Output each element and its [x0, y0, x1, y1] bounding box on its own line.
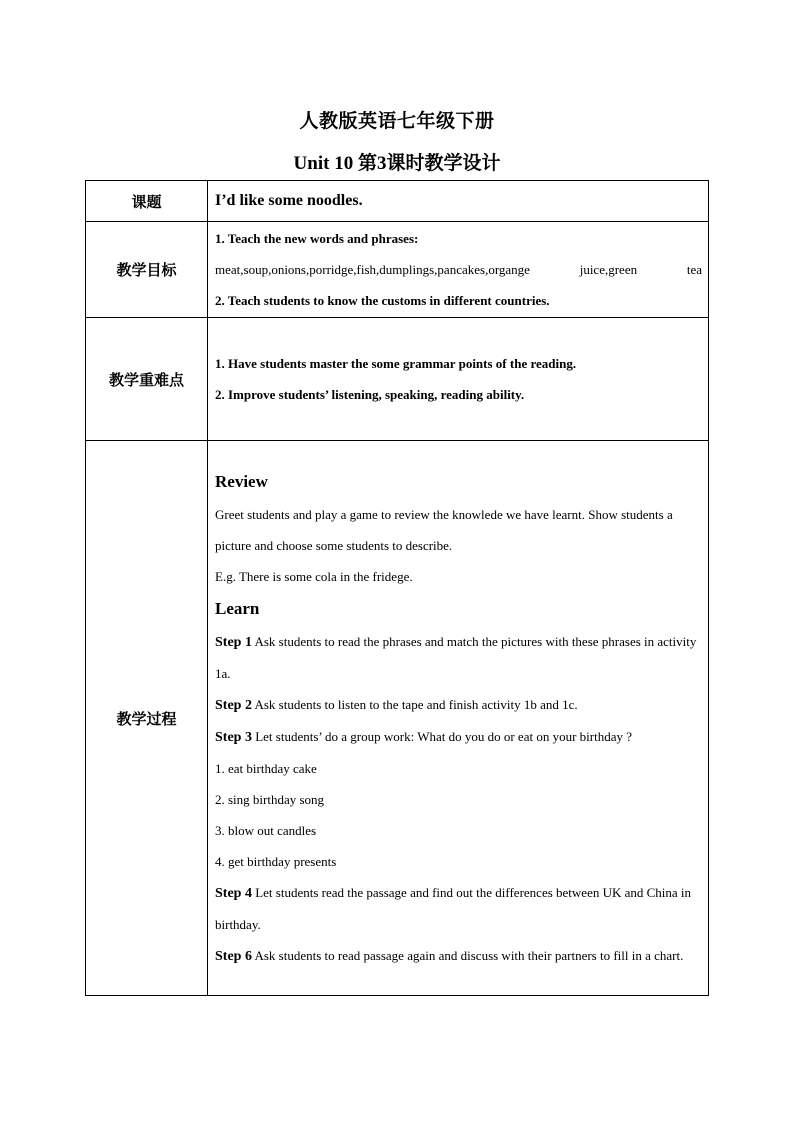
process-label: 教学过程: [86, 441, 208, 996]
review-example: E.g. There is some cola in the fridege.: [215, 568, 413, 584]
table-row: [86, 181, 709, 222]
activity-item: 1. eat birthday cake: [215, 760, 317, 776]
key-point-2: 2. Improve students’ listening, speaking, reading ability.: [215, 387, 525, 402]
goals-label: 教学目标: [86, 222, 208, 318]
step-item: Step 4 Let students read the passage and find out the differences between UK and China in birthday.: [215, 884, 692, 932]
vocabulary-list: [215, 254, 702, 285]
step-item: Step 1 Ask students to read the phrases and match the pictures with these phrases in activity 1a.: [215, 633, 697, 681]
process-cell: [208, 441, 709, 996]
topic-text: I’d like some noodles.: [215, 192, 363, 209]
activity-item: 2. sing birthday song: [215, 791, 325, 807]
activity-item: 4. get birthday presents: [215, 853, 337, 869]
document-subtitle: Unit 10 第3课时教学设计: [293, 153, 501, 174]
step-item: Step 3 Let students’ do a group work: What do you do or eat on your birthday ?: [215, 728, 632, 745]
goals-line-2: 2. Teach students to know the customs in different countries.: [215, 293, 550, 308]
goals-cell: [208, 222, 709, 318]
goals-line-1: 1. Teach the new words and phrases:: [215, 231, 419, 246]
vocabulary-part-3: tea: [686, 262, 702, 277]
review-text: Greet students and play a game to review the knowlede we have learnt. Show students a picture and choose some students to describe.: [215, 506, 673, 553]
document-title: 人教版英语七年级下册: [299, 111, 495, 132]
key-points-label: 教学重难点: [86, 318, 208, 441]
table-row: [86, 318, 709, 441]
step-item: Step 2 Ask students to listen to the tape and finish activity 1b and 1c.: [215, 696, 578, 713]
topic-label: 课题: [86, 181, 208, 222]
activity-item: 3. blow out candles: [215, 822, 317, 838]
vocabulary-part-1: meat,soup,onions,porridge,fish,dumplings,pancakes,organge: [215, 262, 530, 277]
vocabulary-part-2: juice,green: [579, 262, 638, 277]
step-item: Step 6 Ask students to read passage again and discuss with their partners to fill in a chart.: [215, 947, 684, 964]
topic-cell: [208, 181, 709, 222]
learn-heading: Learn: [215, 598, 260, 618]
review-heading: Review: [215, 471, 268, 491]
table-row: [86, 222, 709, 318]
key-point-1: 1. Have students master the some grammar points of the reading.: [215, 356, 577, 371]
key-points-cell: [208, 318, 709, 441]
lesson-plan-table: [85, 180, 709, 996]
table-row: [86, 441, 709, 996]
